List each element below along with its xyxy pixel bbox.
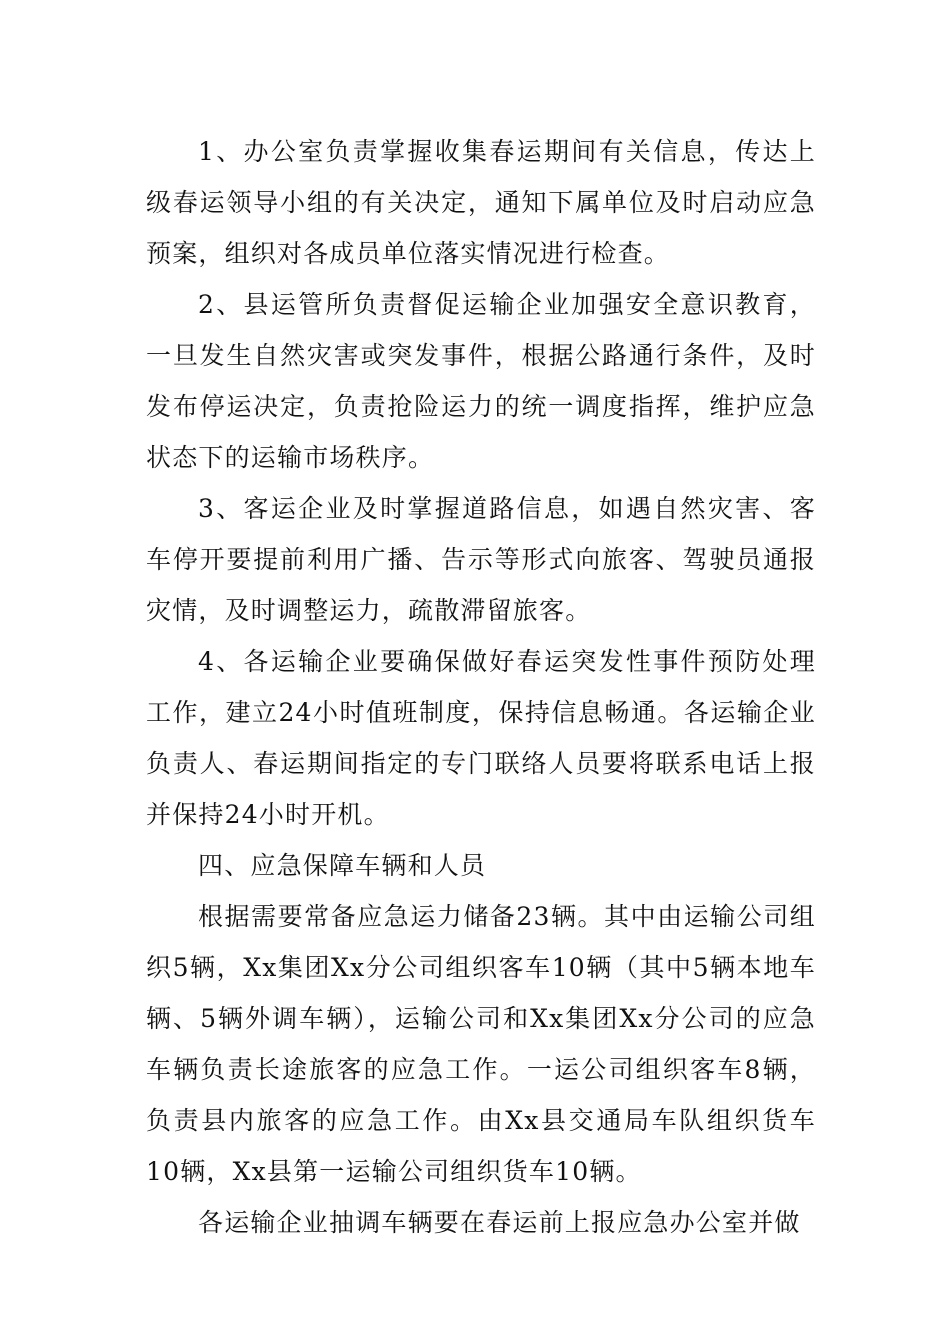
paragraph-vehicle-reserve: 根据需要常备应急运力储备23辆。其中由运输公司组织5辆，Xx集团Xx分公司组织客车10辆（其中5辆本地车辆、5辆外调车辆），运输公司和Xx集团Xx分公司的应急车辆负责长途旅客的应急工作。一运公司组织客车8辆，负责县内旅客的应急工作。由Xx县交通局车队组织货车10辆，Xx县第一运输公司组织货车10辆。	[146, 902, 816, 1186]
paragraph-duty-office: 1、办公室负责掌握收集春运期间有关信息，传达上级春运领导小组的有关决定，通知下属单位及时启动应急预案，组织对各成员单位落实情况进行检查。	[146, 137, 816, 268]
section-heading-emergency-vehicles: 四、应急保障车辆和人员	[198, 851, 487, 880]
paragraph-duty-transport-management: 2、县运管所负责督促运输企业加强安全意识教育，一旦发生自然灾害或突发事件，根据公路通行条件，及时发布停运决定，负责抢险运力的统一调度指挥，维护应急状态下的运输市场秩序。	[146, 290, 816, 472]
paragraph-duty-transport-enterprises: 4、各运输企业要确保做好春运突发性事件预防处理工作，建立24小时值班制度，保持信息畅通。各运输企业负责人、春运期间指定的专门联络人员要将联系电话上报并保持24小时开机。	[146, 647, 816, 829]
paragraph-vehicle-reporting: 各运输企业抽调车辆要在春运前上报应急办公室并做	[198, 1208, 801, 1237]
paragraph-duty-passenger-enterprises: 3、客运企业及时掌握道路信息，如遇自然灾害、客车停开要提前利用广播、告示等形式向旅客、驾驶员通报灾情，及时调整运力，疏散滞留旅客。	[146, 494, 816, 625]
document-body	[146, 126, 816, 1248]
